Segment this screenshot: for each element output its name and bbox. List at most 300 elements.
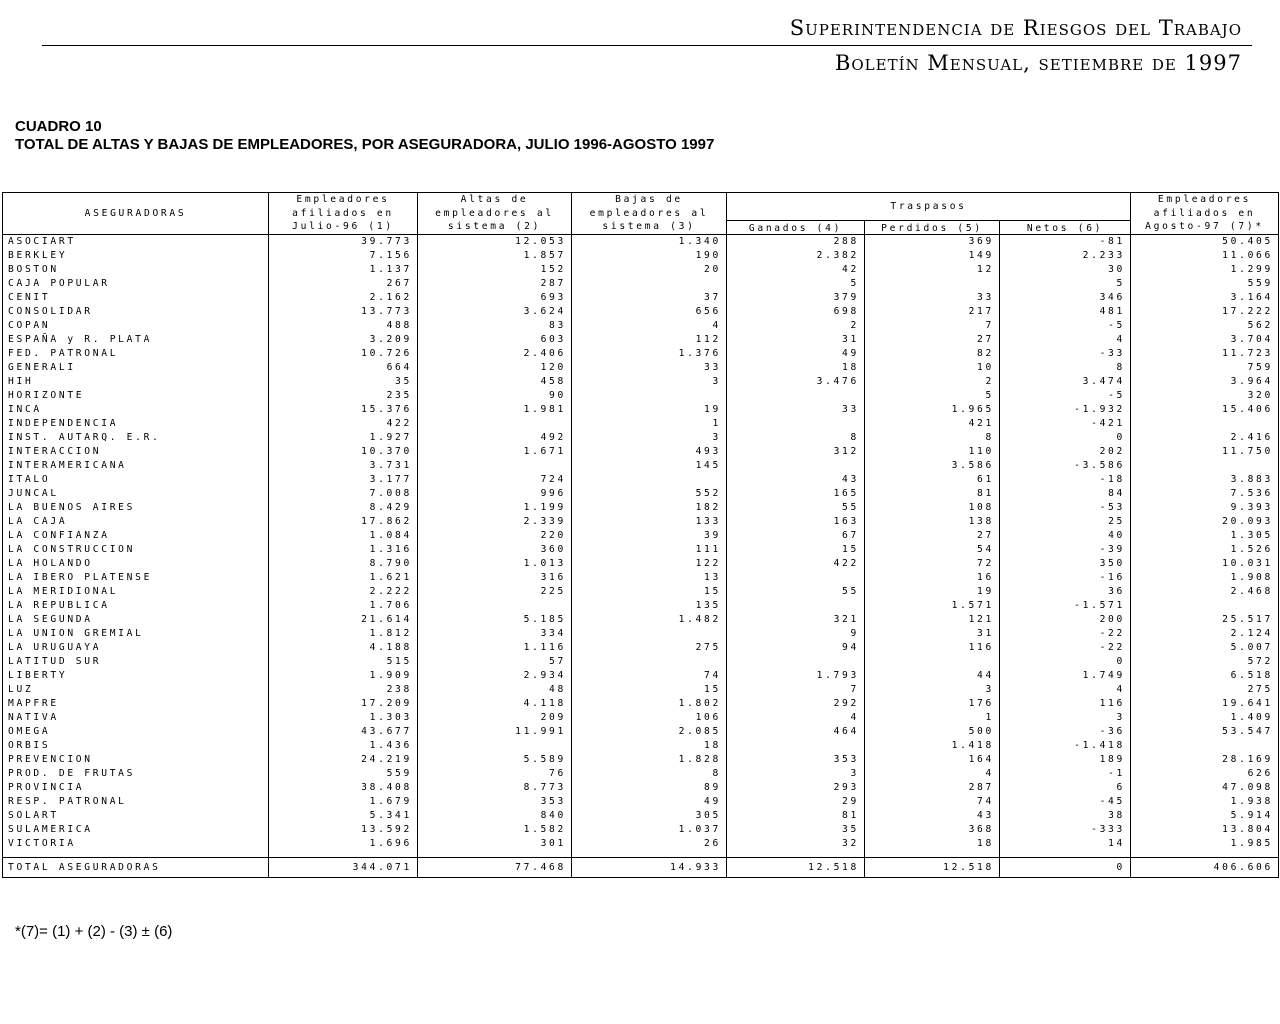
cell-bajas: 190 bbox=[572, 249, 727, 263]
cell-perdidos: 1.418 bbox=[865, 739, 1000, 753]
cell-ganados: 379 bbox=[727, 291, 865, 305]
cell-netos: 1.749 bbox=[1000, 669, 1131, 683]
cell-perdidos: 287 bbox=[865, 781, 1000, 795]
cell-agosto97: 2.416 bbox=[1131, 431, 1279, 445]
cell-perdidos: 72 bbox=[865, 557, 1000, 571]
table-row bbox=[3, 725, 1279, 739]
cell-perdidos: 2 bbox=[865, 375, 1000, 389]
cell-ganados: 292 bbox=[727, 697, 865, 711]
cell-aseguradora: HIH bbox=[3, 375, 269, 389]
cell-julio96: 5.341 bbox=[269, 809, 418, 823]
table-row bbox=[3, 473, 1279, 487]
cell-netos: 3.474 bbox=[1000, 375, 1131, 389]
cell-altas: 76 bbox=[418, 767, 572, 781]
cell-netos: 200 bbox=[1000, 613, 1131, 627]
table-row bbox=[3, 543, 1279, 557]
cell-netos: 8 bbox=[1000, 361, 1131, 375]
cell-netos: 481 bbox=[1000, 305, 1131, 319]
cell-altas: 152 bbox=[418, 263, 572, 277]
cell-agosto97: 7.536 bbox=[1131, 487, 1279, 501]
cell-netos: 4 bbox=[1000, 333, 1131, 347]
col-header-1 bbox=[269, 193, 418, 235]
cell-netos: -81 bbox=[1000, 234, 1131, 249]
cell-agosto97: 11.066 bbox=[1131, 249, 1279, 263]
cell-aseguradora: LA CONFIANZA bbox=[3, 529, 269, 543]
cell-aseguradora: RESP. PATRONAL bbox=[3, 795, 269, 809]
cell-ganados: 3 bbox=[727, 767, 865, 781]
table-row bbox=[3, 515, 1279, 529]
cell-perdidos: 18 bbox=[865, 837, 1000, 851]
cell-ganados: 31 bbox=[727, 333, 865, 347]
cell-bajas: 8 bbox=[572, 767, 727, 781]
cell-bajas: 39 bbox=[572, 529, 727, 543]
cell-altas: 1.199 bbox=[418, 501, 572, 515]
cell-aseguradora: VICTORIA bbox=[3, 837, 269, 851]
col-header-5: Perdidos (5) bbox=[865, 221, 1000, 234]
cell-bajas: 15 bbox=[572, 683, 727, 697]
cell-netos: 30 bbox=[1000, 263, 1131, 277]
cell-julio96: 17.862 bbox=[269, 515, 418, 529]
cell-julio96: 1.679 bbox=[269, 795, 418, 809]
cell-aseguradora: PROVINCIA bbox=[3, 781, 269, 795]
cell-ganados: 55 bbox=[727, 501, 865, 515]
total-altas: 77.468 bbox=[418, 857, 572, 877]
total-aseguradora: TOTAL ASEGURADORAS bbox=[3, 857, 269, 877]
cell-ganados: 29 bbox=[727, 795, 865, 809]
cell-altas: 840 bbox=[418, 809, 572, 823]
table-row bbox=[3, 291, 1279, 305]
table-row bbox=[3, 529, 1279, 543]
cell-ganados: 464 bbox=[727, 725, 865, 739]
cell-netos: 36 bbox=[1000, 585, 1131, 599]
cell-ganados: 43 bbox=[727, 473, 865, 487]
cell-ganados: 32 bbox=[727, 837, 865, 851]
cell-perdidos: 16 bbox=[865, 571, 1000, 585]
cell-ganados bbox=[727, 571, 865, 585]
cell-aseguradora: CAJA POPULAR bbox=[3, 277, 269, 291]
cell-perdidos: 500 bbox=[865, 725, 1000, 739]
cell-perdidos: 421 bbox=[865, 417, 1000, 431]
total-julio96: 344.071 bbox=[269, 857, 418, 877]
cell-agosto97: 2.468 bbox=[1131, 585, 1279, 599]
cell-julio96: 559 bbox=[269, 767, 418, 781]
cell-agosto97: 5.007 bbox=[1131, 641, 1279, 655]
table-row bbox=[3, 571, 1279, 585]
cell-agosto97 bbox=[1131, 417, 1279, 431]
cell-bajas: 182 bbox=[572, 501, 727, 515]
col-header-7-line3: Agosto-97 (7)* bbox=[1145, 221, 1264, 232]
cell-netos: -3.586 bbox=[1000, 459, 1131, 473]
cell-julio96: 1.696 bbox=[269, 837, 418, 851]
table-row bbox=[3, 739, 1279, 753]
cell-aseguradora: LIBERTY bbox=[3, 669, 269, 683]
cell-julio96: 422 bbox=[269, 417, 418, 431]
organization-header: Superintendencia de Riesgos del Trabajo bbox=[789, 16, 1242, 40]
col-header-2 bbox=[418, 193, 572, 235]
cell-bajas: 275 bbox=[572, 641, 727, 655]
table-row bbox=[3, 753, 1279, 767]
cell-netos: -33 bbox=[1000, 347, 1131, 361]
cell-aseguradora: PROD. DE FRUTAS bbox=[3, 767, 269, 781]
cell-aseguradora: LA URUGUAYA bbox=[3, 641, 269, 655]
cell-aseguradora: LA MERIDIONAL bbox=[3, 585, 269, 599]
cell-julio96: 1.706 bbox=[269, 599, 418, 613]
cell-netos: -53 bbox=[1000, 501, 1131, 515]
cell-bajas: 49 bbox=[572, 795, 727, 809]
cell-altas: 48 bbox=[418, 683, 572, 697]
table-row bbox=[3, 487, 1279, 501]
cell-netos: 3 bbox=[1000, 711, 1131, 725]
cell-ganados: 353 bbox=[727, 753, 865, 767]
cell-agosto97: 10.031 bbox=[1131, 557, 1279, 571]
cell-bajas bbox=[572, 389, 727, 403]
cell-altas: 209 bbox=[418, 711, 572, 725]
cell-perdidos: 74 bbox=[865, 795, 1000, 809]
table-row bbox=[3, 403, 1279, 417]
cell-agosto97: 20.093 bbox=[1131, 515, 1279, 529]
cell-netos: -18 bbox=[1000, 473, 1131, 487]
total-netos: 0 bbox=[1000, 857, 1131, 877]
cell-agosto97: 1.526 bbox=[1131, 543, 1279, 557]
cell-agosto97: 1.409 bbox=[1131, 711, 1279, 725]
cell-netos: -16 bbox=[1000, 571, 1131, 585]
total-ganados: 12.518 bbox=[727, 857, 865, 877]
cell-perdidos bbox=[865, 277, 1000, 291]
cell-bajas: 26 bbox=[572, 837, 727, 851]
cell-perdidos: 110 bbox=[865, 445, 1000, 459]
cell-agosto97: 626 bbox=[1131, 767, 1279, 781]
cell-bajas: 305 bbox=[572, 809, 727, 823]
cell-julio96: 17.209 bbox=[269, 697, 418, 711]
cell-ganados: 81 bbox=[727, 809, 865, 823]
cell-netos: -5 bbox=[1000, 319, 1131, 333]
cell-aseguradora: HORIZONTE bbox=[3, 389, 269, 403]
cell-agosto97: 5.914 bbox=[1131, 809, 1279, 823]
table-row bbox=[3, 823, 1279, 837]
cell-altas: 11.991 bbox=[418, 725, 572, 739]
cell-bajas: 133 bbox=[572, 515, 727, 529]
cell-bajas: 20 bbox=[572, 263, 727, 277]
cell-perdidos: 7 bbox=[865, 319, 1000, 333]
table-row bbox=[3, 641, 1279, 655]
col-header-3 bbox=[572, 193, 727, 235]
cell-netos: -5 bbox=[1000, 389, 1131, 403]
table-row bbox=[3, 655, 1279, 669]
cell-ganados: 4 bbox=[727, 711, 865, 725]
cell-ganados: 8 bbox=[727, 431, 865, 445]
cell-perdidos: 3.586 bbox=[865, 459, 1000, 473]
table-row bbox=[3, 781, 1279, 795]
cell-netos: 84 bbox=[1000, 487, 1131, 501]
col-header-6: Netos (6) bbox=[1000, 221, 1131, 234]
cell-perdidos: 12 bbox=[865, 263, 1000, 277]
col-header-3-line2: empleadores al bbox=[589, 207, 709, 219]
cell-agosto97 bbox=[1131, 739, 1279, 753]
cell-netos: 38 bbox=[1000, 809, 1131, 823]
cell-perdidos: 108 bbox=[865, 501, 1000, 515]
cell-altas: 2.934 bbox=[418, 669, 572, 683]
header-divider bbox=[42, 45, 1252, 46]
cell-ganados: 18 bbox=[727, 361, 865, 375]
cell-netos: 346 bbox=[1000, 291, 1131, 305]
cell-altas: 1.013 bbox=[418, 557, 572, 571]
cell-altas bbox=[418, 459, 572, 473]
cell-netos: -1.932 bbox=[1000, 403, 1131, 417]
cell-aseguradora: LA UNION GREMIAL bbox=[3, 627, 269, 641]
cell-bajas: 18 bbox=[572, 739, 727, 753]
table-row bbox=[3, 627, 1279, 641]
table-row bbox=[3, 305, 1279, 319]
cell-bajas: 1.037 bbox=[572, 823, 727, 837]
cell-agosto97: 275 bbox=[1131, 683, 1279, 697]
cell-ganados: 1.793 bbox=[727, 669, 865, 683]
cell-ganados: 55 bbox=[727, 585, 865, 599]
table-row bbox=[3, 249, 1279, 263]
cell-perdidos: 176 bbox=[865, 697, 1000, 711]
cell-netos: 116 bbox=[1000, 697, 1131, 711]
cell-ganados: 422 bbox=[727, 557, 865, 571]
cell-ganados: 165 bbox=[727, 487, 865, 501]
cell-agosto97: 25.517 bbox=[1131, 613, 1279, 627]
cell-altas: 334 bbox=[418, 627, 572, 641]
cell-agosto97: 13.804 bbox=[1131, 823, 1279, 837]
cell-ganados: 67 bbox=[727, 529, 865, 543]
cell-bajas: 1.482 bbox=[572, 613, 727, 627]
cell-ganados: 2.382 bbox=[727, 249, 865, 263]
cell-altas: 2.339 bbox=[418, 515, 572, 529]
col-header-traspasos: Traspasos bbox=[727, 193, 1131, 221]
cell-aseguradora: LA REPUBLICA bbox=[3, 599, 269, 613]
cell-perdidos: 1.571 bbox=[865, 599, 1000, 613]
cell-perdidos: 8 bbox=[865, 431, 1000, 445]
cell-agosto97 bbox=[1131, 599, 1279, 613]
table-row bbox=[3, 361, 1279, 375]
table-row bbox=[3, 585, 1279, 599]
cell-bajas: 656 bbox=[572, 305, 727, 319]
cell-ganados: 7 bbox=[727, 683, 865, 697]
cell-altas: 360 bbox=[418, 543, 572, 557]
cell-netos: 40 bbox=[1000, 529, 1131, 543]
cell-altas: 2.406 bbox=[418, 347, 572, 361]
cell-aseguradora: NATIVA bbox=[3, 711, 269, 725]
cell-bajas: 2.085 bbox=[572, 725, 727, 739]
cell-agosto97: 1.908 bbox=[1131, 571, 1279, 585]
col-header-4: Ganados (4) bbox=[727, 221, 865, 234]
cell-bajas: 15 bbox=[572, 585, 727, 599]
cell-aseguradora: LA CONSTRUCCION bbox=[3, 543, 269, 557]
cell-agosto97: 1.985 bbox=[1131, 837, 1279, 851]
cell-perdidos: 217 bbox=[865, 305, 1000, 319]
cell-altas: 12.053 bbox=[418, 234, 572, 249]
cell-perdidos: 368 bbox=[865, 823, 1000, 837]
cell-julio96: 3.209 bbox=[269, 333, 418, 347]
cell-julio96: 35 bbox=[269, 375, 418, 389]
cell-ganados bbox=[727, 459, 865, 473]
cell-aseguradora: SULAMERICA bbox=[3, 823, 269, 837]
cell-julio96: 7.156 bbox=[269, 249, 418, 263]
cell-netos: -22 bbox=[1000, 641, 1131, 655]
cell-julio96: 43.677 bbox=[269, 725, 418, 739]
cell-agosto97: 3.164 bbox=[1131, 291, 1279, 305]
cell-altas: 5.589 bbox=[418, 753, 572, 767]
cell-aseguradora: CENIT bbox=[3, 291, 269, 305]
cell-altas: 603 bbox=[418, 333, 572, 347]
cell-agosto97: 11.750 bbox=[1131, 445, 1279, 459]
cell-bajas: 33 bbox=[572, 361, 727, 375]
col-header-2-line1: Altas de bbox=[460, 194, 529, 205]
cell-netos: 6 bbox=[1000, 781, 1131, 795]
cell-agosto97: 320 bbox=[1131, 389, 1279, 403]
cell-aseguradora: SOLART bbox=[3, 809, 269, 823]
table-row bbox=[3, 389, 1279, 403]
cell-netos: 4 bbox=[1000, 683, 1131, 697]
cell-aseguradora: COPAN bbox=[3, 319, 269, 333]
cell-netos: 5 bbox=[1000, 277, 1131, 291]
cell-netos: -22 bbox=[1000, 627, 1131, 641]
total-bajas: 14.933 bbox=[572, 857, 727, 877]
cell-aseguradora: INCA bbox=[3, 403, 269, 417]
cell-perdidos: 3 bbox=[865, 683, 1000, 697]
cell-perdidos: 5 bbox=[865, 389, 1000, 403]
cell-ganados bbox=[727, 739, 865, 753]
cell-netos: 202 bbox=[1000, 445, 1131, 459]
cell-altas: 316 bbox=[418, 571, 572, 585]
cell-agosto97: 759 bbox=[1131, 361, 1279, 375]
cell-netos: 25 bbox=[1000, 515, 1131, 529]
cell-aseguradora: ESPAÑA y R. PLATA bbox=[3, 333, 269, 347]
table-row bbox=[3, 333, 1279, 347]
cell-julio96: 38.408 bbox=[269, 781, 418, 795]
table-row bbox=[3, 669, 1279, 683]
cell-bajas: 1.340 bbox=[572, 234, 727, 249]
cell-julio96: 238 bbox=[269, 683, 418, 697]
cell-bajas: 1.802 bbox=[572, 697, 727, 711]
cell-agosto97 bbox=[1131, 459, 1279, 473]
cell-bajas: 1 bbox=[572, 417, 727, 431]
table-row bbox=[3, 557, 1279, 571]
table-code: CUADRO 10 bbox=[15, 118, 102, 135]
cell-julio96: 39.773 bbox=[269, 234, 418, 249]
cell-altas: 83 bbox=[418, 319, 572, 333]
cell-netos: 0 bbox=[1000, 431, 1131, 445]
cell-ganados: 288 bbox=[727, 234, 865, 249]
cell-perdidos: 81 bbox=[865, 487, 1000, 501]
col-header-7 bbox=[1131, 193, 1279, 235]
cell-agosto97: 6.518 bbox=[1131, 669, 1279, 683]
cell-agosto97: 17.222 bbox=[1131, 305, 1279, 319]
cell-agosto97: 1.299 bbox=[1131, 263, 1279, 277]
cell-perdidos: 33 bbox=[865, 291, 1000, 305]
cell-altas: 3.624 bbox=[418, 305, 572, 319]
cell-altas: 996 bbox=[418, 487, 572, 501]
table-row bbox=[3, 431, 1279, 445]
cell-altas bbox=[418, 417, 572, 431]
cell-agosto97: 562 bbox=[1131, 319, 1279, 333]
table-row bbox=[3, 809, 1279, 823]
cell-netos: -39 bbox=[1000, 543, 1131, 557]
cell-netos: -421 bbox=[1000, 417, 1131, 431]
cell-aseguradora: LA BUENOS AIRES bbox=[3, 501, 269, 515]
table-row bbox=[3, 599, 1279, 613]
cell-altas: 287 bbox=[418, 277, 572, 291]
cell-altas: 90 bbox=[418, 389, 572, 403]
cell-agosto97: 3.964 bbox=[1131, 375, 1279, 389]
table-row bbox=[3, 445, 1279, 459]
cell-bajas bbox=[572, 627, 727, 641]
cell-ganados bbox=[727, 655, 865, 669]
cell-perdidos: 1.965 bbox=[865, 403, 1000, 417]
cell-ganados: 35 bbox=[727, 823, 865, 837]
cell-perdidos: 164 bbox=[865, 753, 1000, 767]
cell-altas: 1.582 bbox=[418, 823, 572, 837]
cell-agosto97: 9.393 bbox=[1131, 501, 1279, 515]
cell-altas bbox=[418, 739, 572, 753]
cell-altas: 8.773 bbox=[418, 781, 572, 795]
table-row bbox=[3, 501, 1279, 515]
cell-agosto97: 47.098 bbox=[1131, 781, 1279, 795]
cell-julio96: 10.370 bbox=[269, 445, 418, 459]
cell-ganados bbox=[727, 389, 865, 403]
cell-altas: 724 bbox=[418, 473, 572, 487]
cell-bajas: 1.376 bbox=[572, 347, 727, 361]
cell-julio96: 1.137 bbox=[269, 263, 418, 277]
cell-perdidos: 61 bbox=[865, 473, 1000, 487]
cell-julio96: 13.592 bbox=[269, 823, 418, 837]
cell-julio96: 1.084 bbox=[269, 529, 418, 543]
cell-bajas: 3 bbox=[572, 431, 727, 445]
cell-julio96: 8.790 bbox=[269, 557, 418, 571]
cell-ganados: 312 bbox=[727, 445, 865, 459]
cell-perdidos: 82 bbox=[865, 347, 1000, 361]
cell-bajas: 19 bbox=[572, 403, 727, 417]
cell-julio96: 10.726 bbox=[269, 347, 418, 361]
cell-perdidos: 43 bbox=[865, 809, 1000, 823]
cell-julio96: 3.731 bbox=[269, 459, 418, 473]
cell-netos: -45 bbox=[1000, 795, 1131, 809]
cell-julio96: 15.376 bbox=[269, 403, 418, 417]
col-header-3-line3: sistema (3) bbox=[602, 221, 696, 232]
table-row bbox=[3, 697, 1279, 711]
cell-ganados: 42 bbox=[727, 263, 865, 277]
cell-altas: 301 bbox=[418, 837, 572, 851]
cell-agosto97: 2.124 bbox=[1131, 627, 1279, 641]
cell-bajas: 37 bbox=[572, 291, 727, 305]
cell-altas: 458 bbox=[418, 375, 572, 389]
table-row bbox=[3, 711, 1279, 725]
cell-perdidos: 31 bbox=[865, 627, 1000, 641]
table-row bbox=[3, 347, 1279, 361]
table-row bbox=[3, 417, 1279, 431]
cell-perdidos: 19 bbox=[865, 585, 1000, 599]
cell-bajas: 4 bbox=[572, 319, 727, 333]
cell-altas: 57 bbox=[418, 655, 572, 669]
cell-netos: 189 bbox=[1000, 753, 1131, 767]
cell-altas: 1.857 bbox=[418, 249, 572, 263]
table-title: TOTAL DE ALTAS Y BAJAS DE EMPLEADORES, POR ASEGURADORA, JULIO 1996-AGOSTO 1997 bbox=[15, 136, 715, 153]
cell-julio96: 7.008 bbox=[269, 487, 418, 501]
total-agosto97: 406.606 bbox=[1131, 857, 1279, 877]
cell-julio96: 1.436 bbox=[269, 739, 418, 753]
total-row bbox=[3, 857, 1279, 877]
cell-ganados: 5 bbox=[727, 277, 865, 291]
cell-julio96: 8.429 bbox=[269, 501, 418, 515]
cell-altas: 225 bbox=[418, 585, 572, 599]
cell-agosto97: 50.405 bbox=[1131, 234, 1279, 249]
cell-julio96: 235 bbox=[269, 389, 418, 403]
cell-perdidos: 138 bbox=[865, 515, 1000, 529]
cell-agosto97: 572 bbox=[1131, 655, 1279, 669]
cell-altas: 353 bbox=[418, 795, 572, 809]
